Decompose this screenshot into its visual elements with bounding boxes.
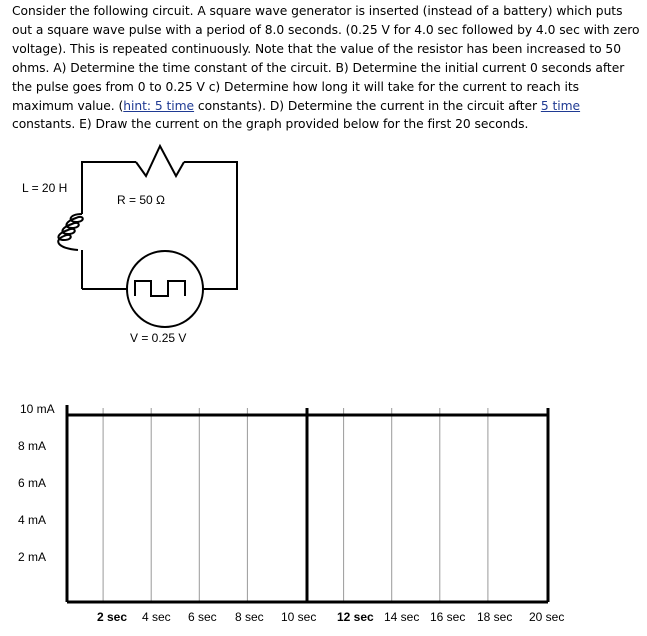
x-tick-label: 12 sec: [337, 610, 374, 624]
x-tick-label: 2 sec: [97, 610, 128, 624]
y-tick-label: 2 mA: [18, 550, 47, 564]
x-tick-label: 18 sec: [477, 610, 513, 624]
x-tick-label: 10 sec: [281, 610, 317, 624]
x-tick-label: 20 sec: [529, 610, 565, 624]
x-tick-label: 16 sec: [430, 610, 466, 624]
problem-text-part: constants. E) Draw the current on the graph provided below for the first 20 seconds.: [12, 117, 529, 132]
resistor-label: R = 50 Ω: [117, 193, 165, 207]
y-tick-label: 6 mA: [18, 476, 47, 490]
x-tick-label: 8 sec: [235, 610, 264, 624]
y-tick-label: 4 mA: [18, 513, 47, 527]
five-time-link: 5 time: [540, 98, 581, 113]
y-tick-label: 8 mA: [18, 439, 47, 453]
y-tick-label: 10 mA: [20, 402, 55, 416]
hint-link: hint: 5 time: [123, 98, 195, 113]
x-tick-label: 6 sec: [188, 610, 217, 624]
problem-text-part: constants). D) Determine the current in the circuit after: [194, 98, 541, 113]
source-label: V = 0.25 V: [130, 331, 187, 345]
inductor-label: L = 20 H: [22, 181, 68, 195]
x-tick-label: 4 sec: [142, 610, 171, 624]
x-tick-label: 14 sec: [384, 610, 420, 624]
problem-text-part: Consider the following circuit. A square wave generator is inserted (instead of a battery) which puts out a square wave pulse with a period of 8.0 seconds. (0.25 V for 4.0 sec followed by 4.0 sec with zero voltage). This is repeated continuously. Note that the value of the resistor has been increased to 50 ohms. A) Determine the time constant of the circuit. B) Determine the initial current 0 seconds after the pulse goes from 0 to 0.25 V c) Determine how long it will take for the current to reach its maximum value. (: [12, 4, 640, 113]
